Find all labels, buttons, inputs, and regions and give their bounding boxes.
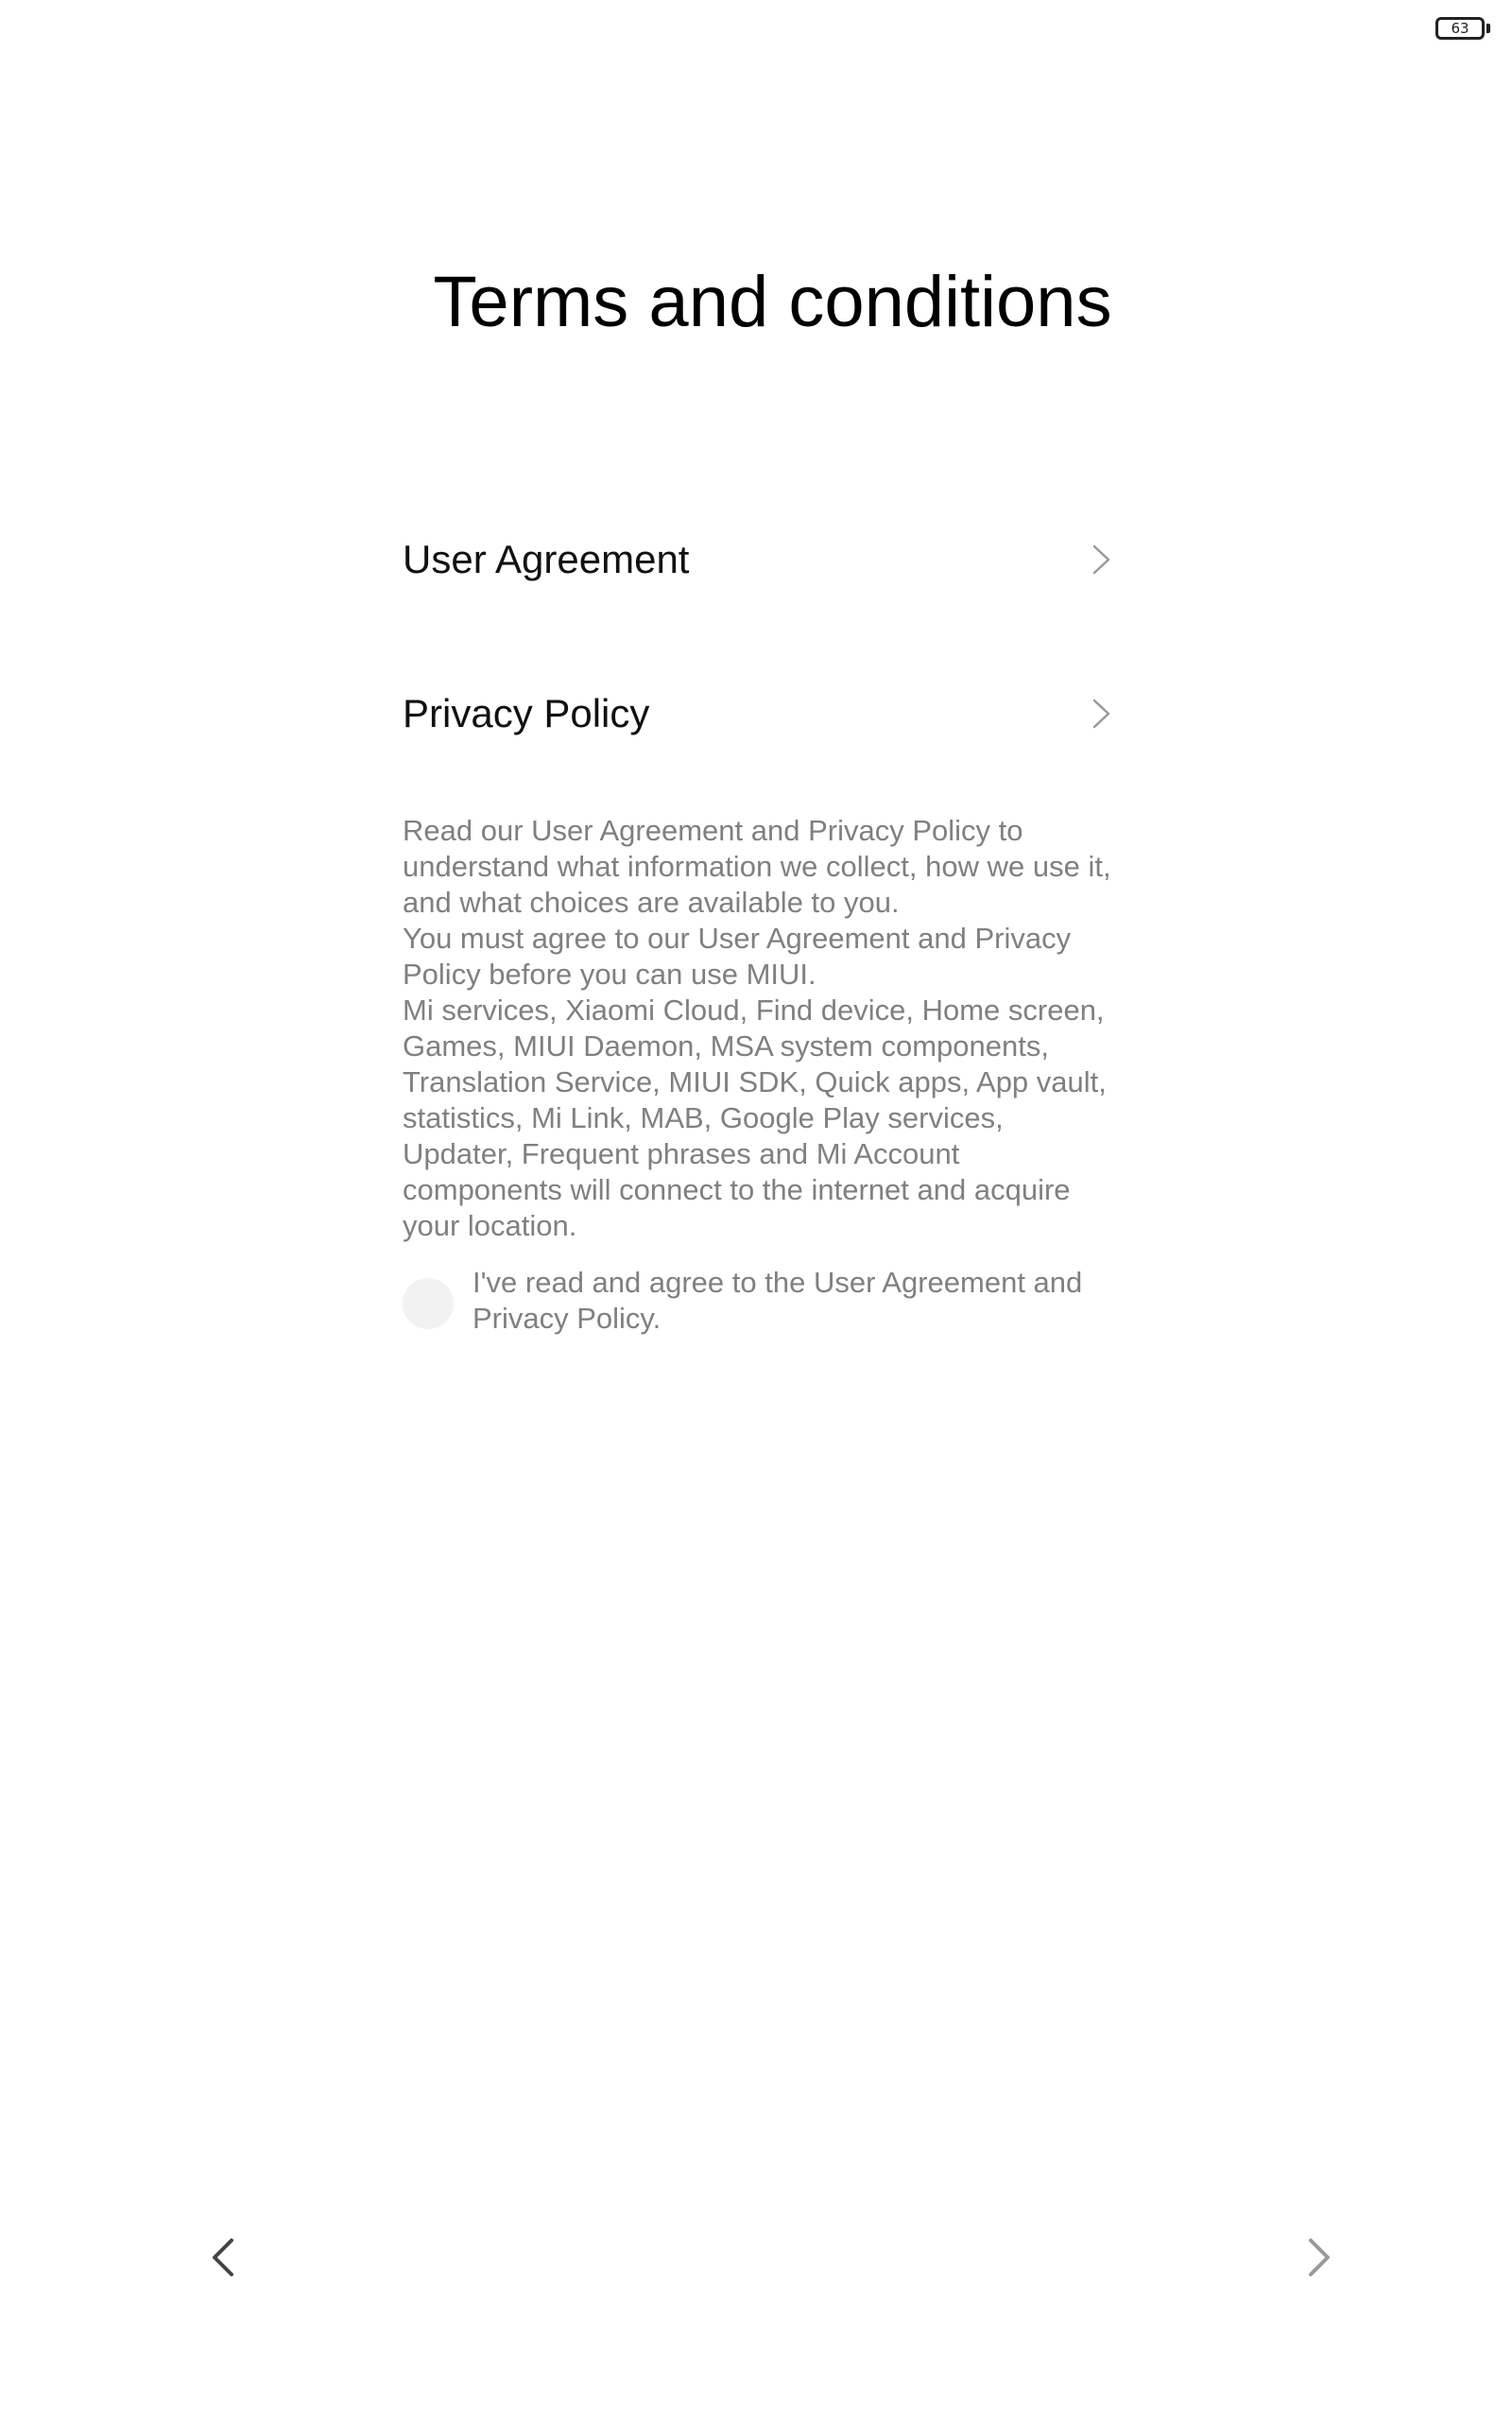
back-button[interactable] [195, 2229, 251, 2286]
agreement-row[interactable] [403, 1265, 1121, 1337]
status-bar [0, 0, 1512, 57]
battery-terminal [1486, 24, 1490, 33]
user-agreement-link[interactable] [403, 512, 1121, 607]
agree-checkbox[interactable] [403, 1278, 454, 1329]
terms-description [403, 813, 1121, 1244]
privacy-policy-link[interactable] [403, 666, 1121, 761]
privacy-policy-label: Privacy Policy [403, 691, 650, 735]
description-paragraph: Read our User Agreement and Privacy Policy to understand what information we collect, how we use it, and what choices are available to you. [403, 814, 1111, 919]
battery-level: 63 [1451, 19, 1469, 37]
description-paragraph: Mi services, Xiaomi Cloud, Find device, Home screen, Games, MIUI Daemon, MSA system components, Translation Service, MIUI SDK, Quick apps, App vault, statistics, Mi Link, MAB, Google Play services, Updater, Frequent phrases and Mi Account components will connect to the internet and acquire your location. [403, 994, 1107, 1242]
page-title: Terms and conditions [433, 262, 1112, 342]
chevron-right-icon [1083, 541, 1121, 579]
description-paragraph: You must agree to our User Agreement and Privacy Policy before you can use MIUI. [403, 922, 1072, 991]
chevron-right-icon [1083, 695, 1121, 733]
next-button[interactable] [1291, 2229, 1348, 2286]
chevron-left-icon [209, 2237, 237, 2278]
battery-icon [1435, 17, 1485, 40]
agree-label: I've read and agree to the User Agreement and Privacy Policy. [472, 1266, 1083, 1335]
user-agreement-label: User Agreement [403, 537, 690, 581]
chevron-right-icon [1305, 2237, 1333, 2278]
